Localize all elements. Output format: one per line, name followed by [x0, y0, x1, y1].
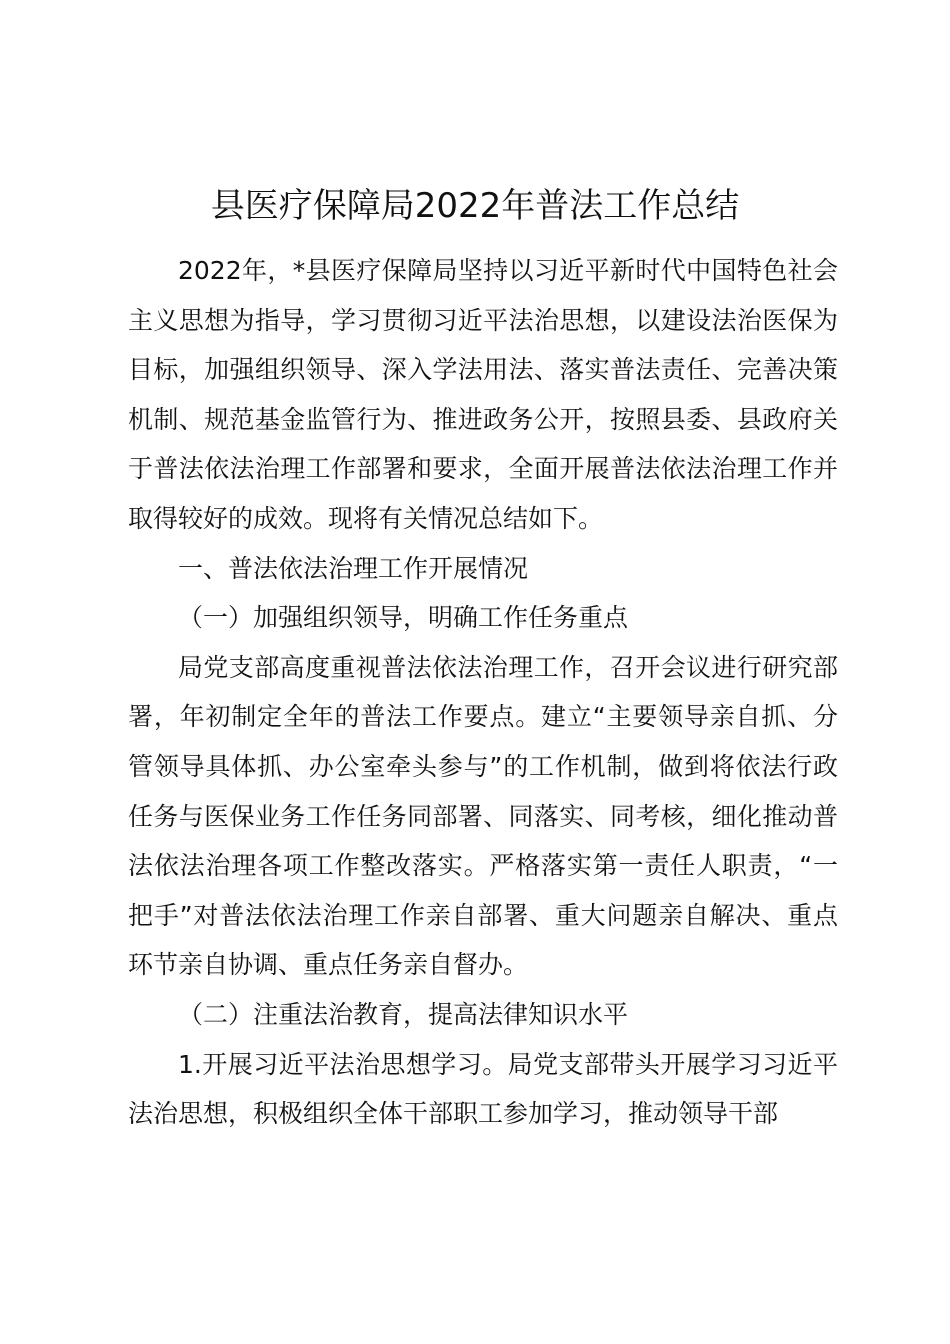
- subsection-heading-1: （一）加强组织领导，明确工作任务重点: [178, 603, 629, 633]
- section-heading-1: 一、普法依法治理工作开展情况: [178, 553, 529, 583]
- subsection-heading-2: （二）注重法治教育，提高法律知识水平: [178, 999, 629, 1029]
- item-1-paragraph: 1.开展习近平法治思想学习。局党支部带头开展学习习近平法治思想，积极组织全体干部职工参加学习，推动领导干部: [128, 1049, 838, 1129]
- document-body: [128, 246, 838, 1139]
- intro-paragraph: 2022年，*县医疗保障局坚持以习近平新时代中国特色社会主义思想为指导，学习贯彻习近平法治思想，以建设法治医保为目标，加强组织领导、深入学法用法、落实普法责任、完善决策机制、规范基金监管行为、推进政务公开，按照县委、县政府关于普法依法治理工作部署和要求，全面开展普法依法治理工作并取得较好的成效。现将有关情况总结如下。: [128, 256, 838, 533]
- subsection-1-paragraph: 局党支部高度重视普法依法治理工作，召开会议进行研究部署，年初制定全年的普法工作要点。建立“主要领导亲自抓、分管领导具体抓、办公室牵头参与”的工作机制，做到将依法行政任务与医保业务工作任务同部署、同落实、同考核，细化推动普法依法治理各项工作整改落实。严格落实第一责任人职责，“一把手”对普法依法治理工作亲自部署、重大问题亲自解决、重点环节亲自协调、重点任务亲自督办。: [128, 652, 838, 980]
- document-title: 县医疗保障局2022年普法工作总结: [210, 186, 740, 226]
